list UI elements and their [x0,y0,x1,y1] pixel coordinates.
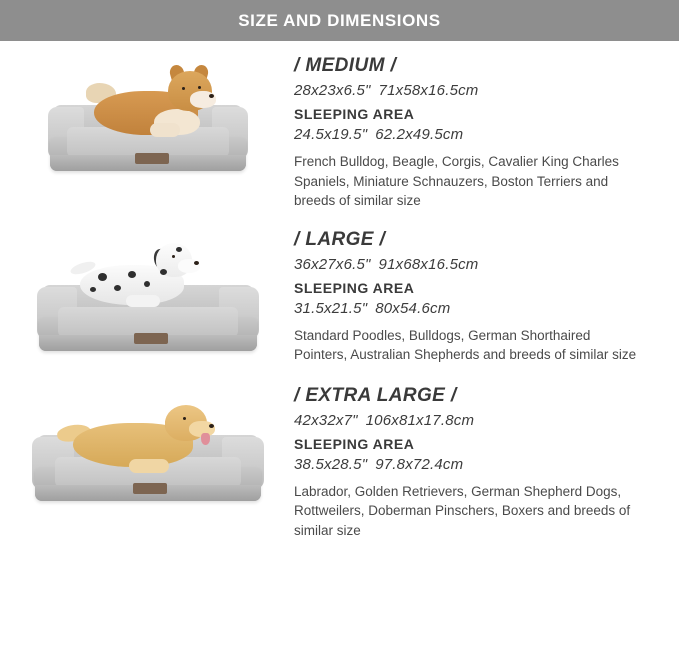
brand-tag [133,483,167,494]
dog-spot [98,273,107,281]
dimensions-inches: 28x23x6.5" [294,82,371,99]
dog-leg [129,459,169,473]
size-name-medium: / MEDIUM / [294,55,397,76]
sleeping-inches: 38.5x28.5" [294,455,368,473]
dog-spot [160,269,167,275]
dimensions-cm: 106x81x17.8cm [365,411,475,429]
sleeping-area-label-extra-large: SLEEPING AREA [294,435,415,452]
dog-dalmatian [80,243,210,315]
dog-nose [209,424,214,428]
size-details-medium [284,55,661,211]
dog-spot [90,287,96,292]
product-image-medium [12,55,284,177]
bed-illustration-large [30,229,266,357]
dog-golden-retriever [73,403,223,479]
dog-leg [126,295,160,307]
breed-list-large: Standard Poodles, Bulldogs, German Shorthaired Pointers, Australian Shepherds and breeds of similar size [294,327,637,363]
dog-eye-right [198,86,201,89]
product-image-large [12,229,284,357]
dog-tongue [201,433,210,445]
dog-eye-left [172,255,175,258]
dog-spot [128,271,136,278]
dog-eye-left [183,417,186,420]
sleeping-area-label-medium: SLEEPING AREA [294,106,415,122]
dimensions-inches: 42x32x7" [294,411,358,429]
size-details-extra-large [284,385,661,541]
size-name-extra-large: / EXTRA LARGE / [294,384,457,406]
sleeping-cm: 62.2x49.5cm [375,126,464,143]
product-image-extra-large [12,385,284,507]
size-rows [0,55,679,541]
sleeping-cm: 97.8x72.4cm [375,455,464,473]
sleeping-inches: 24.5x19.5" [294,126,368,143]
size-row-large [0,229,679,365]
dimensions-inches: 36x27x6.5" [294,255,371,273]
dog-shiba-inu [94,65,224,145]
dimensions-cm: 91x68x16.5cm [378,255,479,273]
bed-illustration-medium [42,55,254,177]
sleeping-dimensions-large [294,300,661,317]
size-dimensions-medium [294,82,661,99]
size-row-extra-large [0,385,679,541]
page-title: SIZE AND DIMENSIONS [238,10,441,30]
size-row-medium [0,55,679,211]
header-bar [0,0,679,41]
sleeping-inches: 31.5x21.5" [294,299,368,317]
dog-spot [144,281,150,287]
size-dimensions-large [294,256,661,273]
breed-list-medium: French Bulldog, Beagle, Corgis, Cavalier King Charles Spaniels, Miniature Schnauzers, Boston Terriers and breeds of similar size [294,154,619,209]
sleeping-dimensions-extra-large [294,456,661,473]
sleeping-cm: 80x54.6cm [375,299,451,317]
dog-leg [150,123,180,137]
dog-spot [114,285,121,291]
dog-nose [194,261,199,265]
brand-tag [135,153,169,164]
size-details-large [284,229,661,365]
sleeping-area-label-large: SLEEPING AREA [294,279,415,296]
brand-tag [134,333,168,344]
sleeping-dimensions-medium [294,126,661,143]
dog-nose [209,94,214,98]
dimensions-cm: 71x58x16.5cm [378,82,479,99]
bed-illustration-extra-large [25,385,271,507]
size-dimensions-extra-large [294,412,661,429]
breed-list-extra-large: Labrador, Golden Retrievers, German Shepherd Dogs, Rottweilers, Doberman Pinschers, Boxers and breeds of similar size [294,483,631,538]
dog-spot [176,247,182,252]
dog-eye-left [182,87,185,90]
size-name-large: / LARGE / [294,228,386,250]
